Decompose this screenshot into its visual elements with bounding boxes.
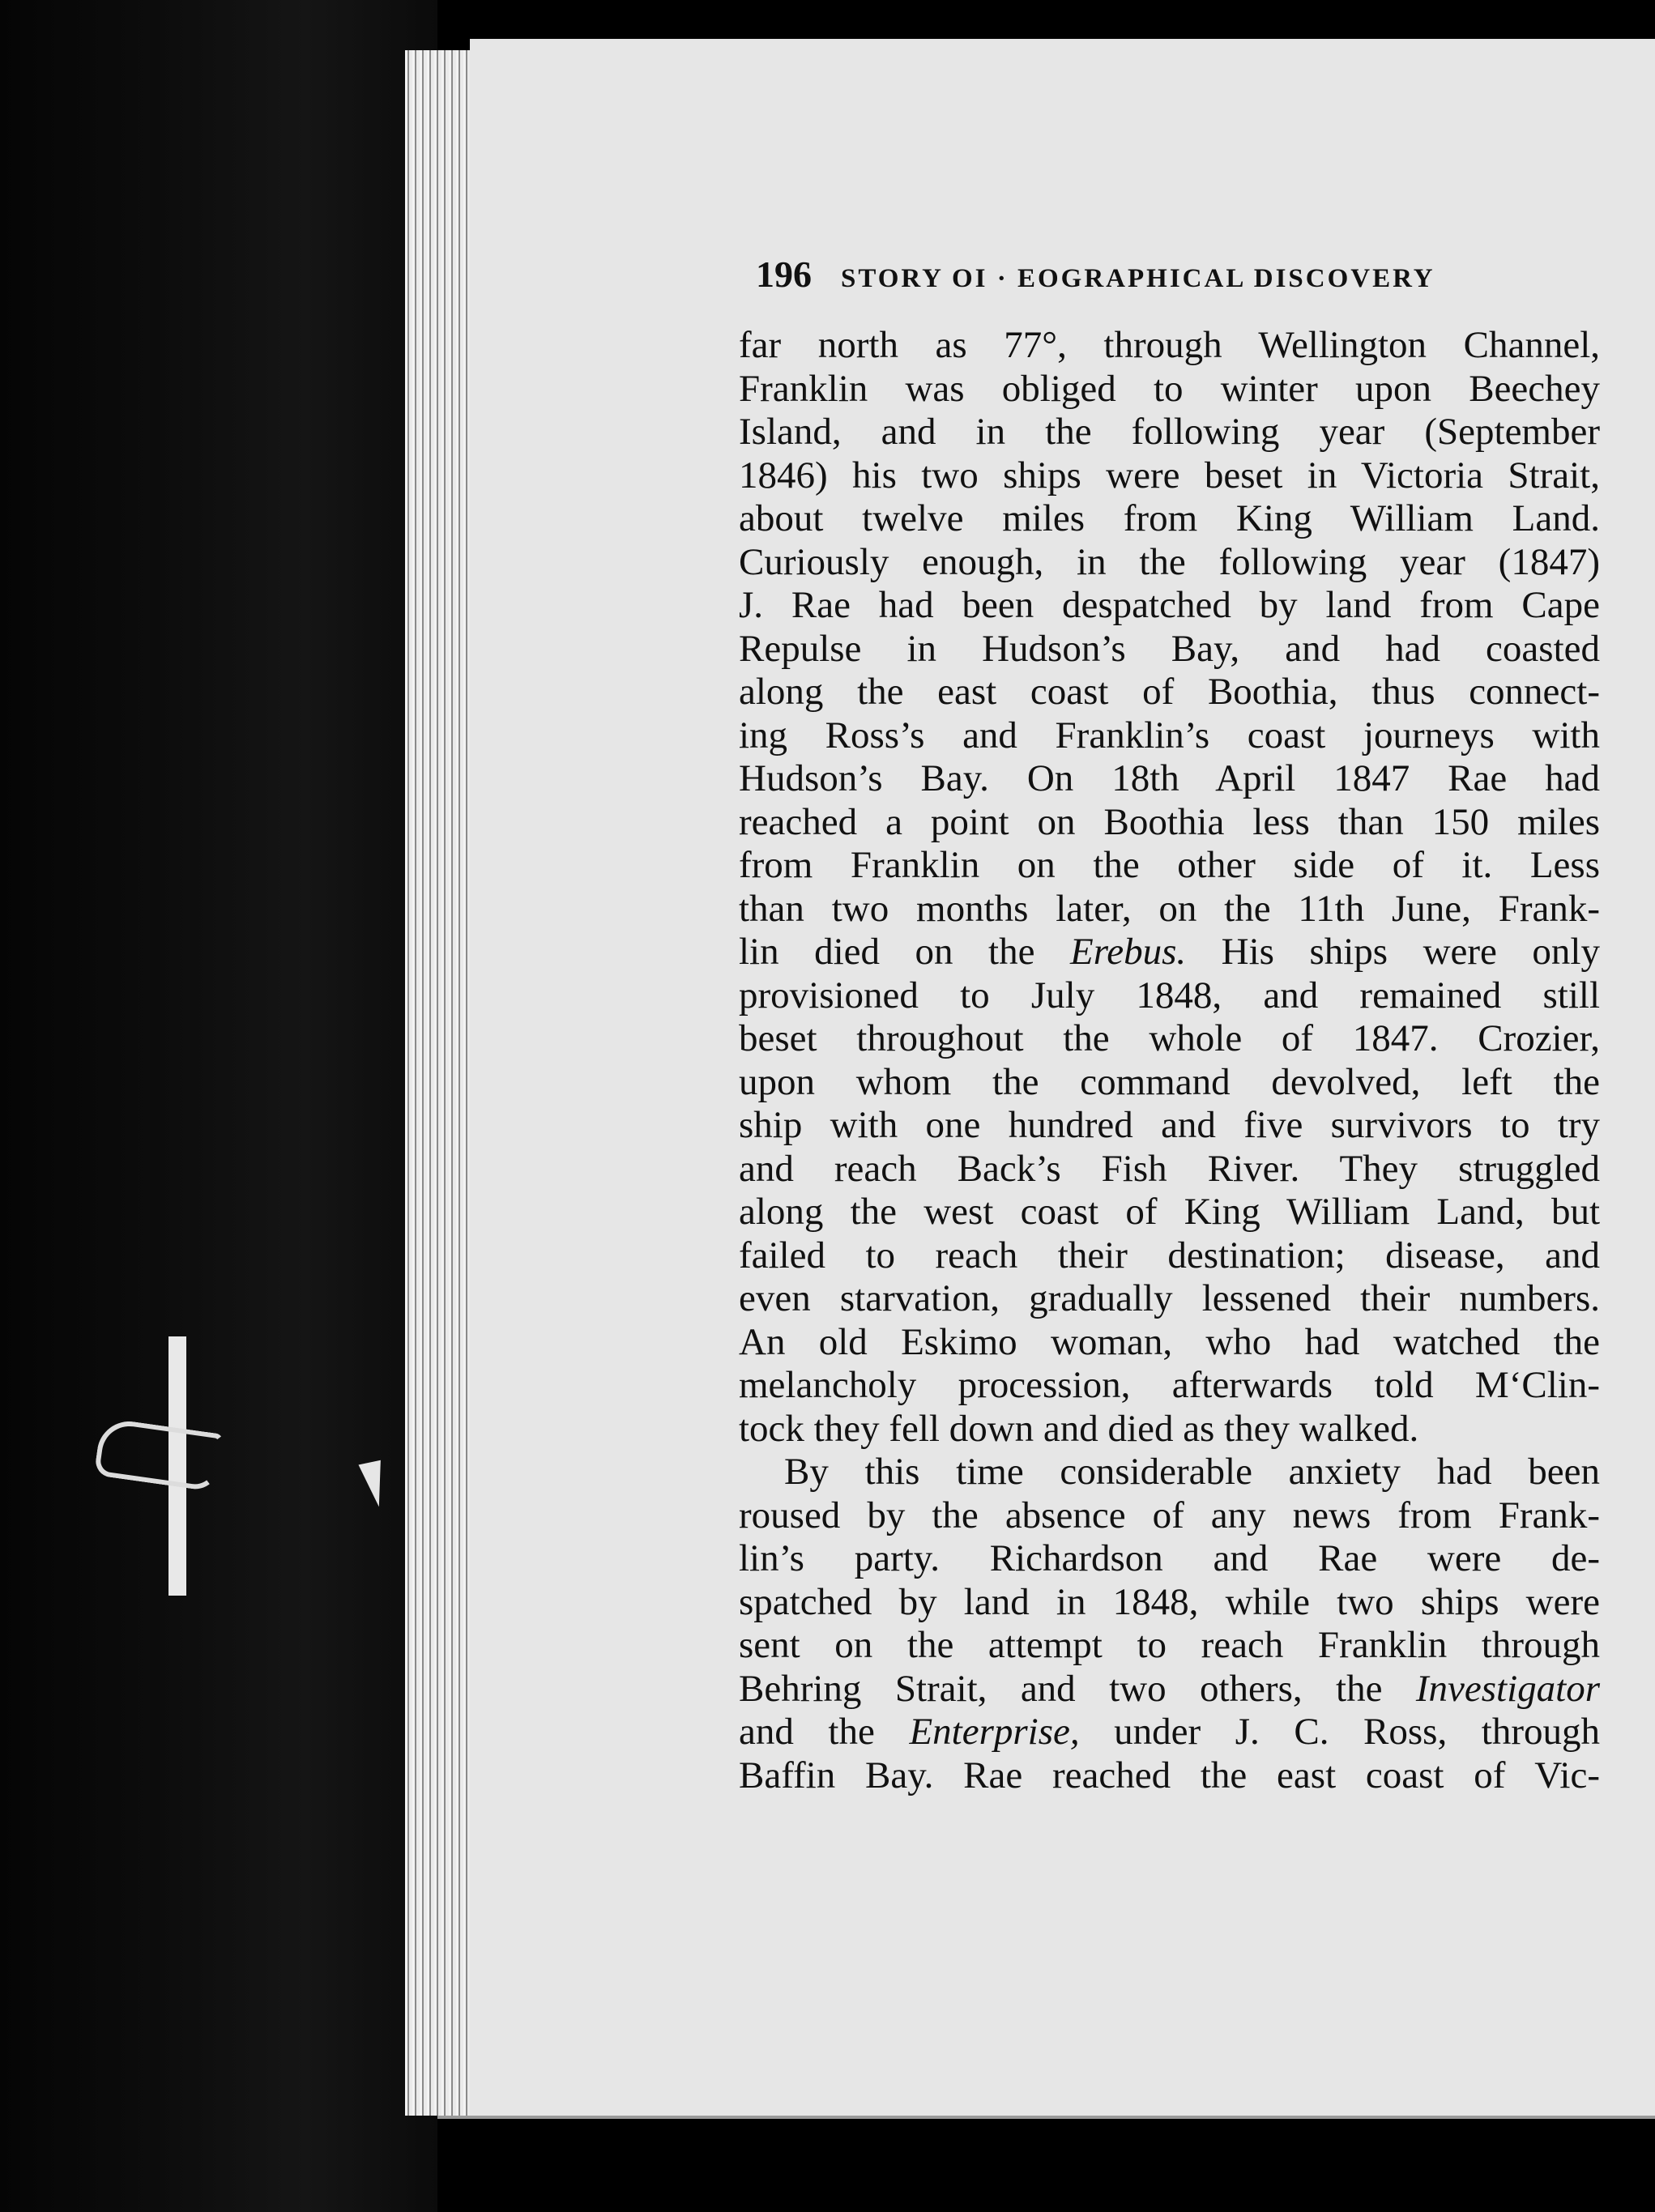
text-line: J. Rae had been despatched by land from Cape — [739, 584, 1600, 626]
text-line: upon whom the command devolved, left the — [739, 1060, 1600, 1103]
body-text — [739, 324, 1600, 1797]
text-line: spatched by land in 1848, while two ships were — [739, 1580, 1600, 1623]
text-line: reached a point on Boothia less than 150 miles — [739, 800, 1600, 843]
text-line-with-italic — [739, 1711, 1600, 1754]
text-line: tock they fell down and died as they walked. — [739, 1407, 1419, 1450]
text-line: far north as 77°, through Wellington Channel, — [739, 324, 1600, 366]
text-line: ship with one hundred and five survivors to try — [739, 1104, 1600, 1146]
text-segment: lin died on the — [739, 931, 1070, 973]
text-line-with-italic — [739, 1668, 1600, 1711]
text-line: along the west coast of King William Land, but — [739, 1191, 1600, 1233]
text-line: ing Ross’s and Franklin’s coast journeys with — [739, 714, 1600, 757]
text-line: and reach Back’s Fish River. They struggled — [739, 1147, 1600, 1190]
text-line: provisioned to July 1848, and remained still — [739, 974, 1600, 1016]
text-line: sent on the attempt to reach Franklin through — [739, 1624, 1600, 1666]
text-line: from Franklin on the other side of it. Less — [739, 844, 1600, 886]
ship-name-italic: Erebus. — [1069, 931, 1187, 973]
text-line: By this time considerable anxiety had been — [784, 1451, 1600, 1493]
text-segment: under J. C. Ross, through — [1079, 1711, 1601, 1753]
text-line: along the east coast of Boothia, thus connect- — [739, 671, 1600, 713]
page-number: 196 — [756, 254, 812, 295]
text-segment: His ships were only — [1186, 931, 1600, 973]
text-line: beset throughout the whole of 1847. Crozier, — [739, 1017, 1600, 1059]
page-bottom-edge — [437, 2116, 1655, 2119]
text-segment: Behring Strait, and two others, the — [739, 1667, 1416, 1710]
text-line: Baffin Bay. Rae reached the east coast of Vic- — [739, 1754, 1600, 1796]
text-line: lin’s party. Richardson and Rae were de- — [739, 1537, 1600, 1579]
text-line: roused by the absence of any news from Frank- — [739, 1494, 1600, 1536]
page-edges — [405, 50, 470, 2116]
text-line: Island, and in the following year (September — [739, 411, 1600, 453]
text-line: about twelve miles from King William Land. — [739, 497, 1600, 539]
ship-name-italic: Investigator — [1415, 1667, 1600, 1710]
text-line: Hudson’s Bay. On 18th April 1847 Rae had — [739, 757, 1600, 799]
text-line: Curiously enough, in the following year (1847) — [739, 540, 1600, 583]
text-line: failed to reach their destination; disease, and — [739, 1234, 1600, 1276]
text-line: 1846) his two ships were beset in Victoria Strait, — [739, 454, 1600, 497]
running-head — [756, 253, 1566, 301]
text-line: Repulse in Hudson’s Bay, and had coasted — [739, 627, 1600, 670]
book-spine — [0, 0, 437, 2212]
text-line: even starvation, gradually lessened their numbers. — [739, 1277, 1600, 1319]
text-line: Franklin was obliged to winter upon Beechey — [739, 367, 1600, 410]
text-line: melancholy procession, afterwards told M‘Clin- — [739, 1364, 1600, 1406]
text-segment: and the — [739, 1711, 910, 1753]
text-line-with-italic — [739, 931, 1600, 974]
text-line: An old Eskimo woman, who had watched the — [739, 1320, 1600, 1363]
ship-name-italic: Enterprise, — [909, 1711, 1080, 1753]
text-line: than two months later, on the 11th June, Frank- — [739, 887, 1600, 930]
running-title: STORY OI · EOGRAPHICAL DISCOVERY — [841, 264, 1435, 293]
